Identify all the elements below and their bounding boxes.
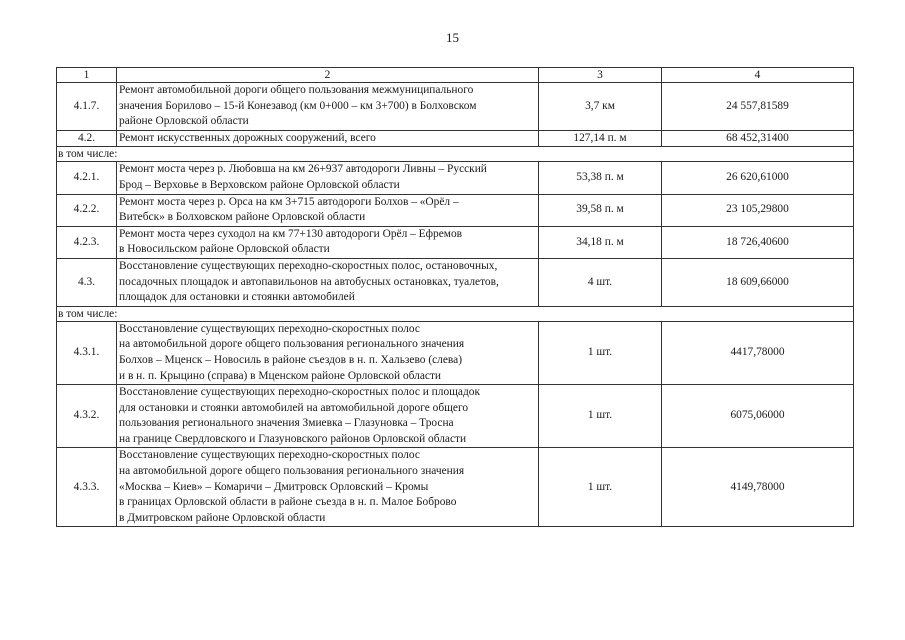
item-number: 4.3.3. bbox=[57, 448, 117, 527]
item-quantity: 53,38 п. м bbox=[539, 162, 662, 194]
item-description: Ремонт автомобильной дороги общего пользования межмуниципального значения Борилово – 15-й Конезавод (км 0+000 – км 3+700) в Болховском районе Орловской области bbox=[117, 83, 539, 131]
table-row bbox=[57, 83, 854, 131]
table-row bbox=[57, 162, 854, 194]
table-row bbox=[57, 130, 854, 147]
header-cell: 3 bbox=[539, 68, 662, 83]
item-quantity: 4 шт. bbox=[539, 258, 662, 306]
table-row bbox=[57, 258, 854, 306]
item-quantity: 39,58 п. м bbox=[539, 194, 662, 226]
table-row bbox=[57, 194, 854, 226]
item-number: 4.2.1. bbox=[57, 162, 117, 194]
item-quantity: 1 шт. bbox=[539, 321, 662, 384]
item-amount: 26 620,61000 bbox=[662, 162, 854, 194]
item-amount: 18 726,40600 bbox=[662, 226, 854, 258]
item-amount: 4417,78000 bbox=[662, 321, 854, 384]
item-amount: 4149,78000 bbox=[662, 448, 854, 527]
item-description: Ремонт моста через р. Орса на км 3+715 автодороги Болхов – «Орёл – Витебск» в Болховском районе Орловской области bbox=[117, 194, 539, 226]
item-quantity: 127,14 п. м bbox=[539, 130, 662, 147]
item-amount: 6075,06000 bbox=[662, 385, 854, 448]
budget-table bbox=[56, 67, 854, 527]
item-quantity: 34,18 п. м bbox=[539, 226, 662, 258]
table-header-row bbox=[57, 68, 854, 83]
note-cell: в том числе: bbox=[57, 147, 854, 162]
page-number: 15 bbox=[446, 30, 459, 45]
item-number: 4.2. bbox=[57, 130, 117, 147]
item-description: Ремонт моста через р. Любовша на км 26+937 автодороги Ливны – Русский Брод – Верховье в Верховском районе Орловской области bbox=[117, 162, 539, 194]
item-number: 4.1.7. bbox=[57, 83, 117, 131]
item-description: Восстановление существующих переходно-скоростных полос и площадок для остановки и стоянки автомобилей на автомобильной дороге общего пользования регионального значения Змиевка – Глазуновка – Тросна на границе Свердловского и Глазуновского районов Орловской области bbox=[117, 385, 539, 448]
item-number: 4.2.2. bbox=[57, 194, 117, 226]
item-quantity: 1 шт. bbox=[539, 385, 662, 448]
table-row bbox=[57, 448, 854, 527]
item-amount: 24 557,81589 bbox=[662, 83, 854, 131]
item-number: 4.2.3. bbox=[57, 226, 117, 258]
item-amount: 23 105,29800 bbox=[662, 194, 854, 226]
header-cell: 4 bbox=[662, 68, 854, 83]
item-description: Восстановление существующих переходно-скоростных полос, остановочных, посадочных площадок и автопавильонов на автобусных остановках, туалетов, площадок для остановки и стоянки автомобилей bbox=[117, 258, 539, 306]
item-amount: 68 452,31400 bbox=[662, 130, 854, 147]
item-description: Ремонт моста через суходол на км 77+130 автодороги Орёл – Ефремов в Новосильском районе Орловской области bbox=[117, 226, 539, 258]
item-description: Ремонт искусственных дорожных сооружений, всего bbox=[117, 130, 539, 147]
item-quantity: 1 шт. bbox=[539, 448, 662, 527]
table-row bbox=[57, 226, 854, 258]
item-number: 4.3.1. bbox=[57, 321, 117, 384]
item-description: Восстановление существующих переходно-скоростных полос на автомобильной дороге общего пользования регионального значения «Москва – Киев» – Комаричи – Дмитровск Орловский – Кромы в границах Орловской области в районе съезда в н. п. Малое Боброво в Дмитровском районе Орловской области bbox=[117, 448, 539, 527]
item-number: 4.3.2. bbox=[57, 385, 117, 448]
item-amount: 18 609,66000 bbox=[662, 258, 854, 306]
note-cell: в том числе: bbox=[57, 306, 854, 321]
table-row bbox=[57, 321, 854, 384]
table-row bbox=[57, 385, 854, 448]
item-description: Восстановление существующих переходно-скоростных полос на автомобильной дороге общего пользования регионального значения Болхов – Мценск – Новосиль в районе съездов в н. п. Хальзево (слева) и в н. п. Крыцино (справа) в Мценском районе Орловской области bbox=[117, 321, 539, 384]
subtotal-note-row bbox=[57, 147, 854, 162]
header-cell: 1 bbox=[57, 68, 117, 83]
header-cell: 2 bbox=[117, 68, 539, 83]
item-number: 4.3. bbox=[57, 258, 117, 306]
item-quantity: 3,7 км bbox=[539, 83, 662, 131]
subtotal-note-row bbox=[57, 306, 854, 321]
